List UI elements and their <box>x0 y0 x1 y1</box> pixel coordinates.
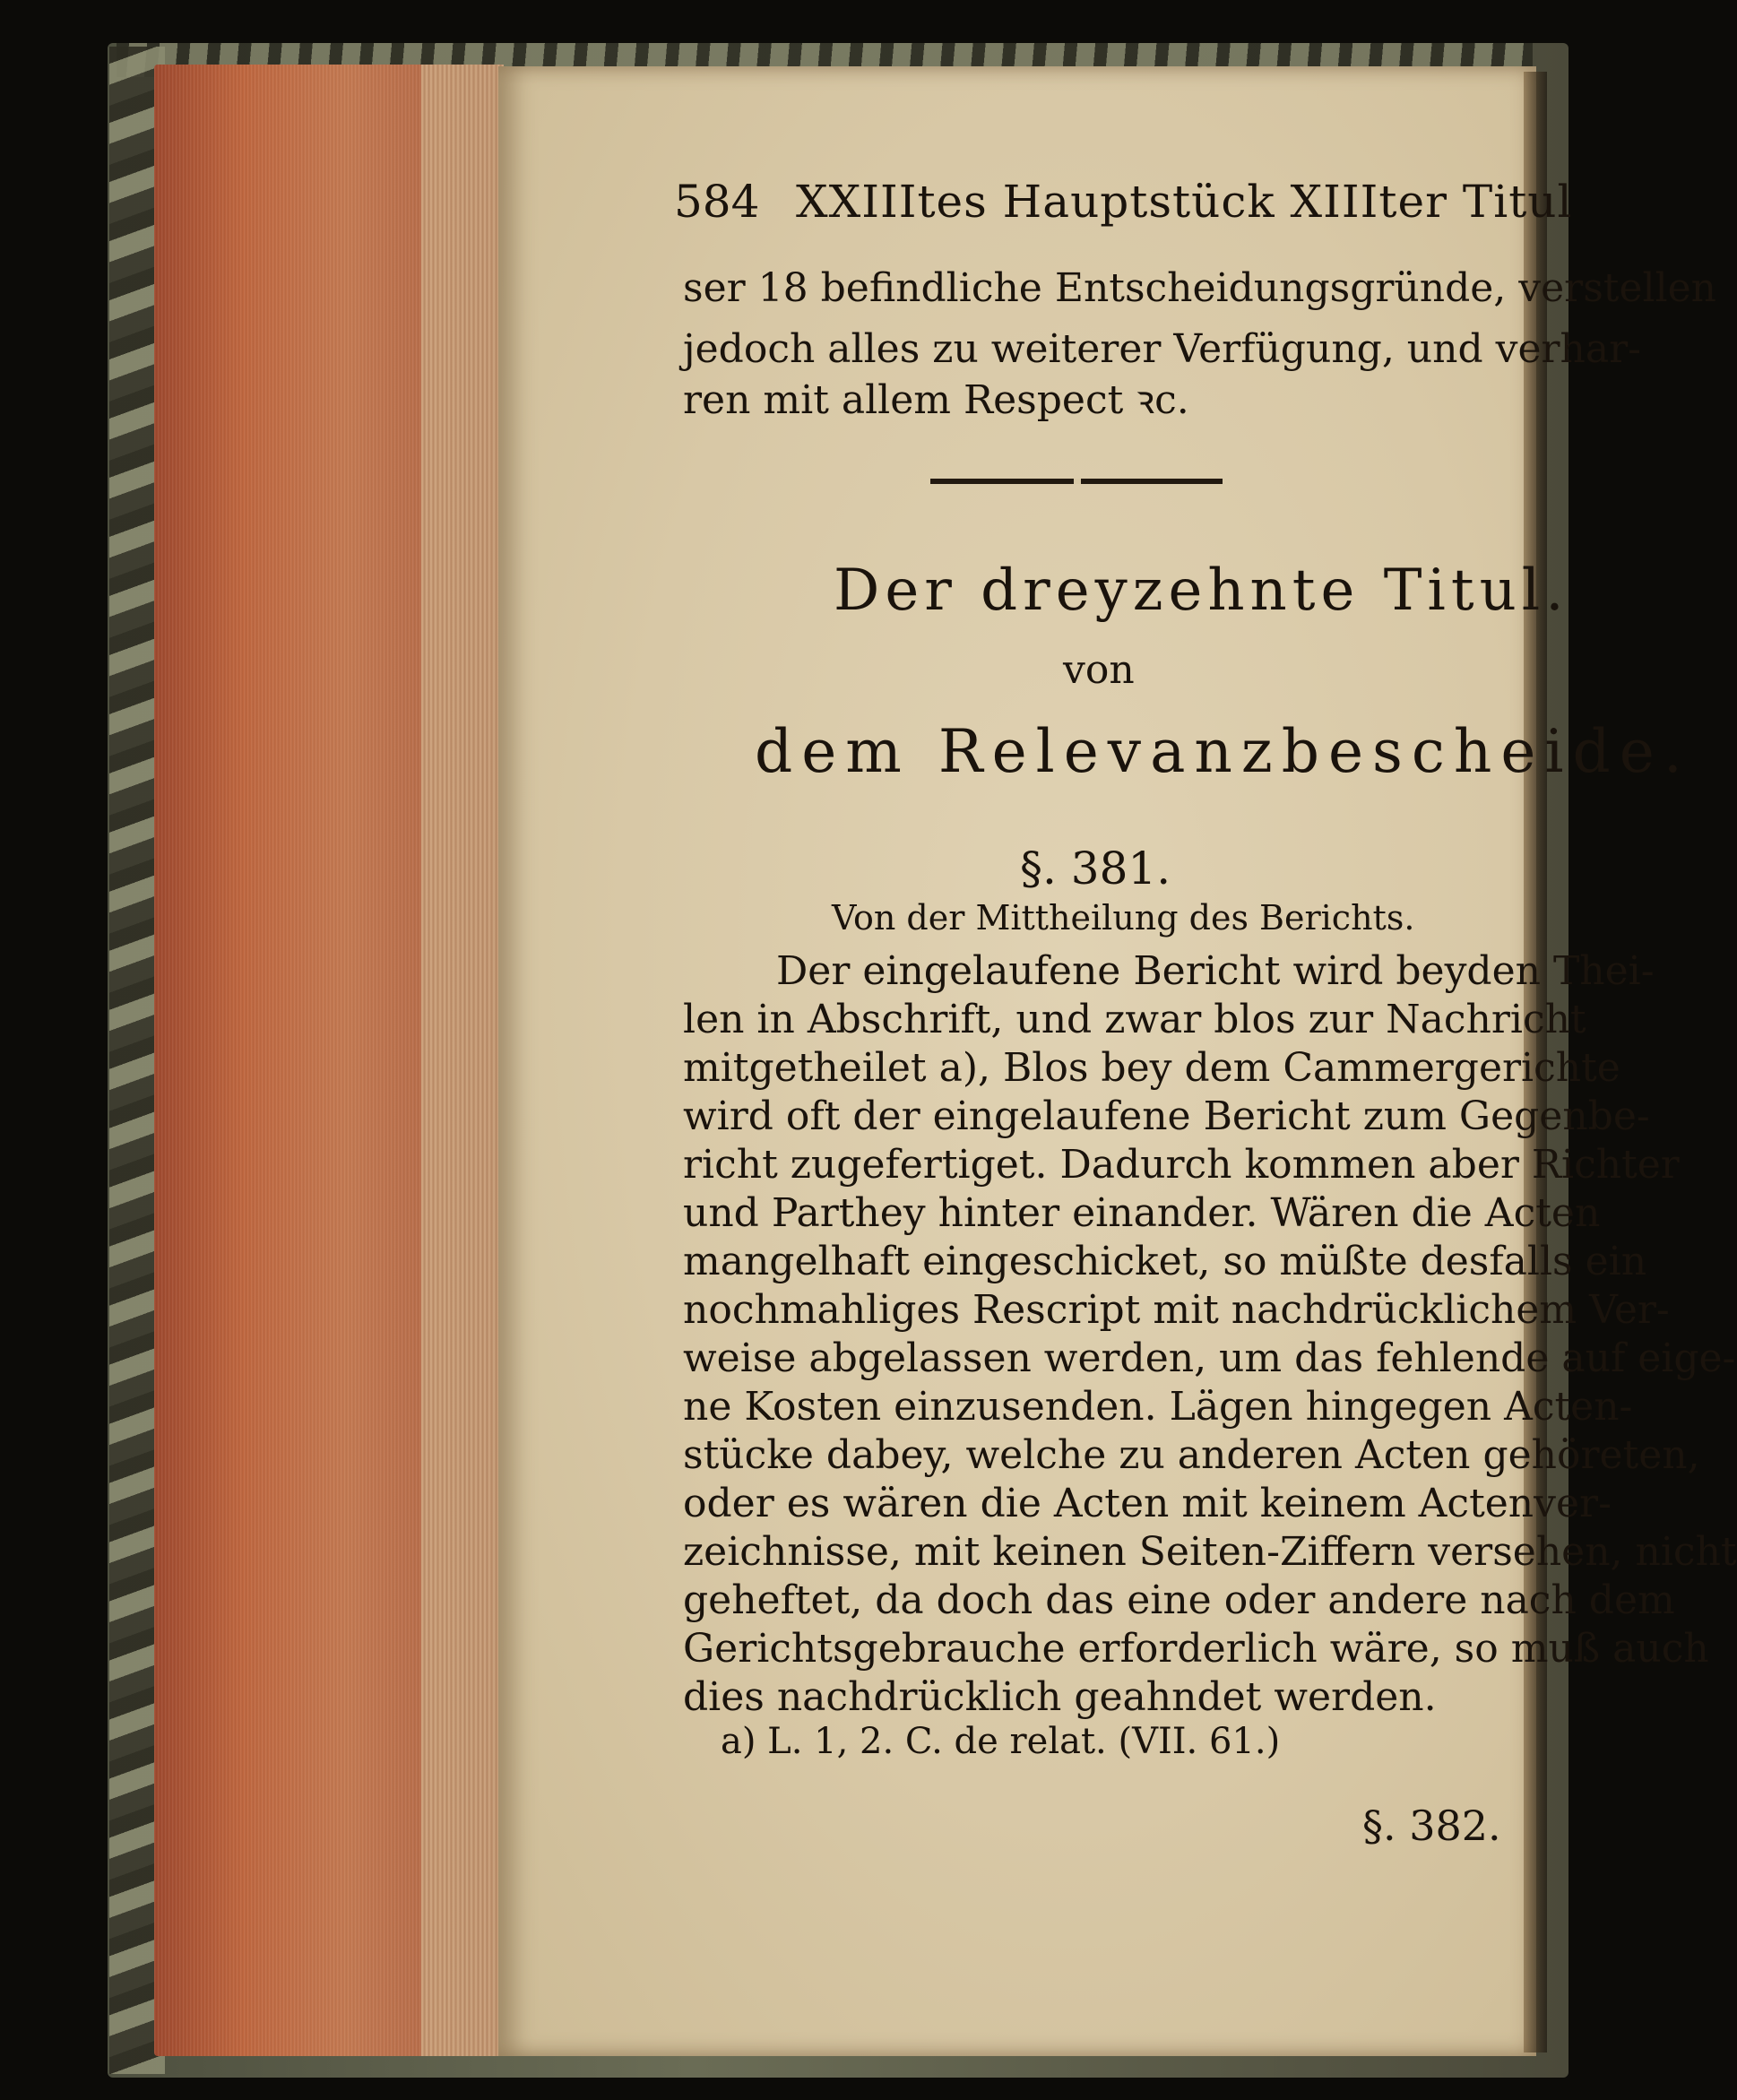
chapter-von: von <box>1063 647 1135 693</box>
body-line: ne Kosten einzusenden. Lägen hingegen Acten- <box>683 1384 1633 1430</box>
body-line: Der eingelaufene Bericht wird beyden Thei- <box>776 948 1655 994</box>
divider-rule-gap <box>1074 479 1081 484</box>
body-line: nochmahliges Rescript mit nachdrücklichem Ver- <box>683 1287 1670 1333</box>
page-edge-fibers <box>421 65 504 2056</box>
body-line: oder es wären die Acten mit keinem Actenver- <box>683 1481 1612 1526</box>
body-line: geheftet, da doch das eine oder andere nach dem <box>683 1577 1675 1623</box>
body-line: wird oft der eingelaufene Bericht zum Gegenbe- <box>683 1093 1650 1139</box>
body-line: Gerichtsgebrauche erforderlich wäre, so muß auch <box>683 1626 1709 1672</box>
footnote: a) L. 1, 2. C. de relat. (VII. 61.) <box>721 1721 1281 1762</box>
body-line: len in Abschrift, und zwar blos zur Nachricht <box>683 997 1586 1042</box>
opening-line: ren mit allem Respect ꝛc. <box>683 377 1189 423</box>
opening-line: jedoch alles zu weiterer Verfügung, und verhar- <box>683 326 1642 372</box>
chapter-title: Der dreyzehnte Titul. <box>834 557 1569 624</box>
opening-line: ser 18 befindliche Entscheidungsgründe, verstellen <box>683 265 1717 311</box>
body-line: und Parthey hinter einander. Wären die Acten <box>683 1190 1601 1236</box>
section-number: §. 381. <box>1020 843 1171 894</box>
body-line: dies nachdrücklich geahndet werden. <box>683 1674 1437 1720</box>
page-number: 584 <box>674 176 760 228</box>
chapter-subject: dem Relevanzbescheide. <box>755 717 1691 786</box>
body-line: stücke dabey, welche zu anderen Acten gehöreten, <box>683 1432 1700 1478</box>
catchword: §. 382. <box>1362 1802 1501 1850</box>
body-line: zeichnisse, mit keinen Seiten-Ziffern versehen, nicht <box>683 1529 1737 1575</box>
body-line: weise abgelassen werden, um das fehlende auf eige- <box>683 1335 1736 1381</box>
body-line: mitgetheilet a), Blos bey dem Cammergerichte <box>683 1045 1620 1091</box>
body-line: richt zugefertiget. Dadurch kommen aber Richter <box>683 1142 1680 1188</box>
running-title: XXIIItes Hauptstück XIIIter Titul <box>796 176 1573 228</box>
section-heading: Von der Mittheilung des Berichts. <box>832 898 1415 938</box>
body-line: mangelhaft eingeschicket, so müßte desfalls ein <box>683 1239 1647 1284</box>
